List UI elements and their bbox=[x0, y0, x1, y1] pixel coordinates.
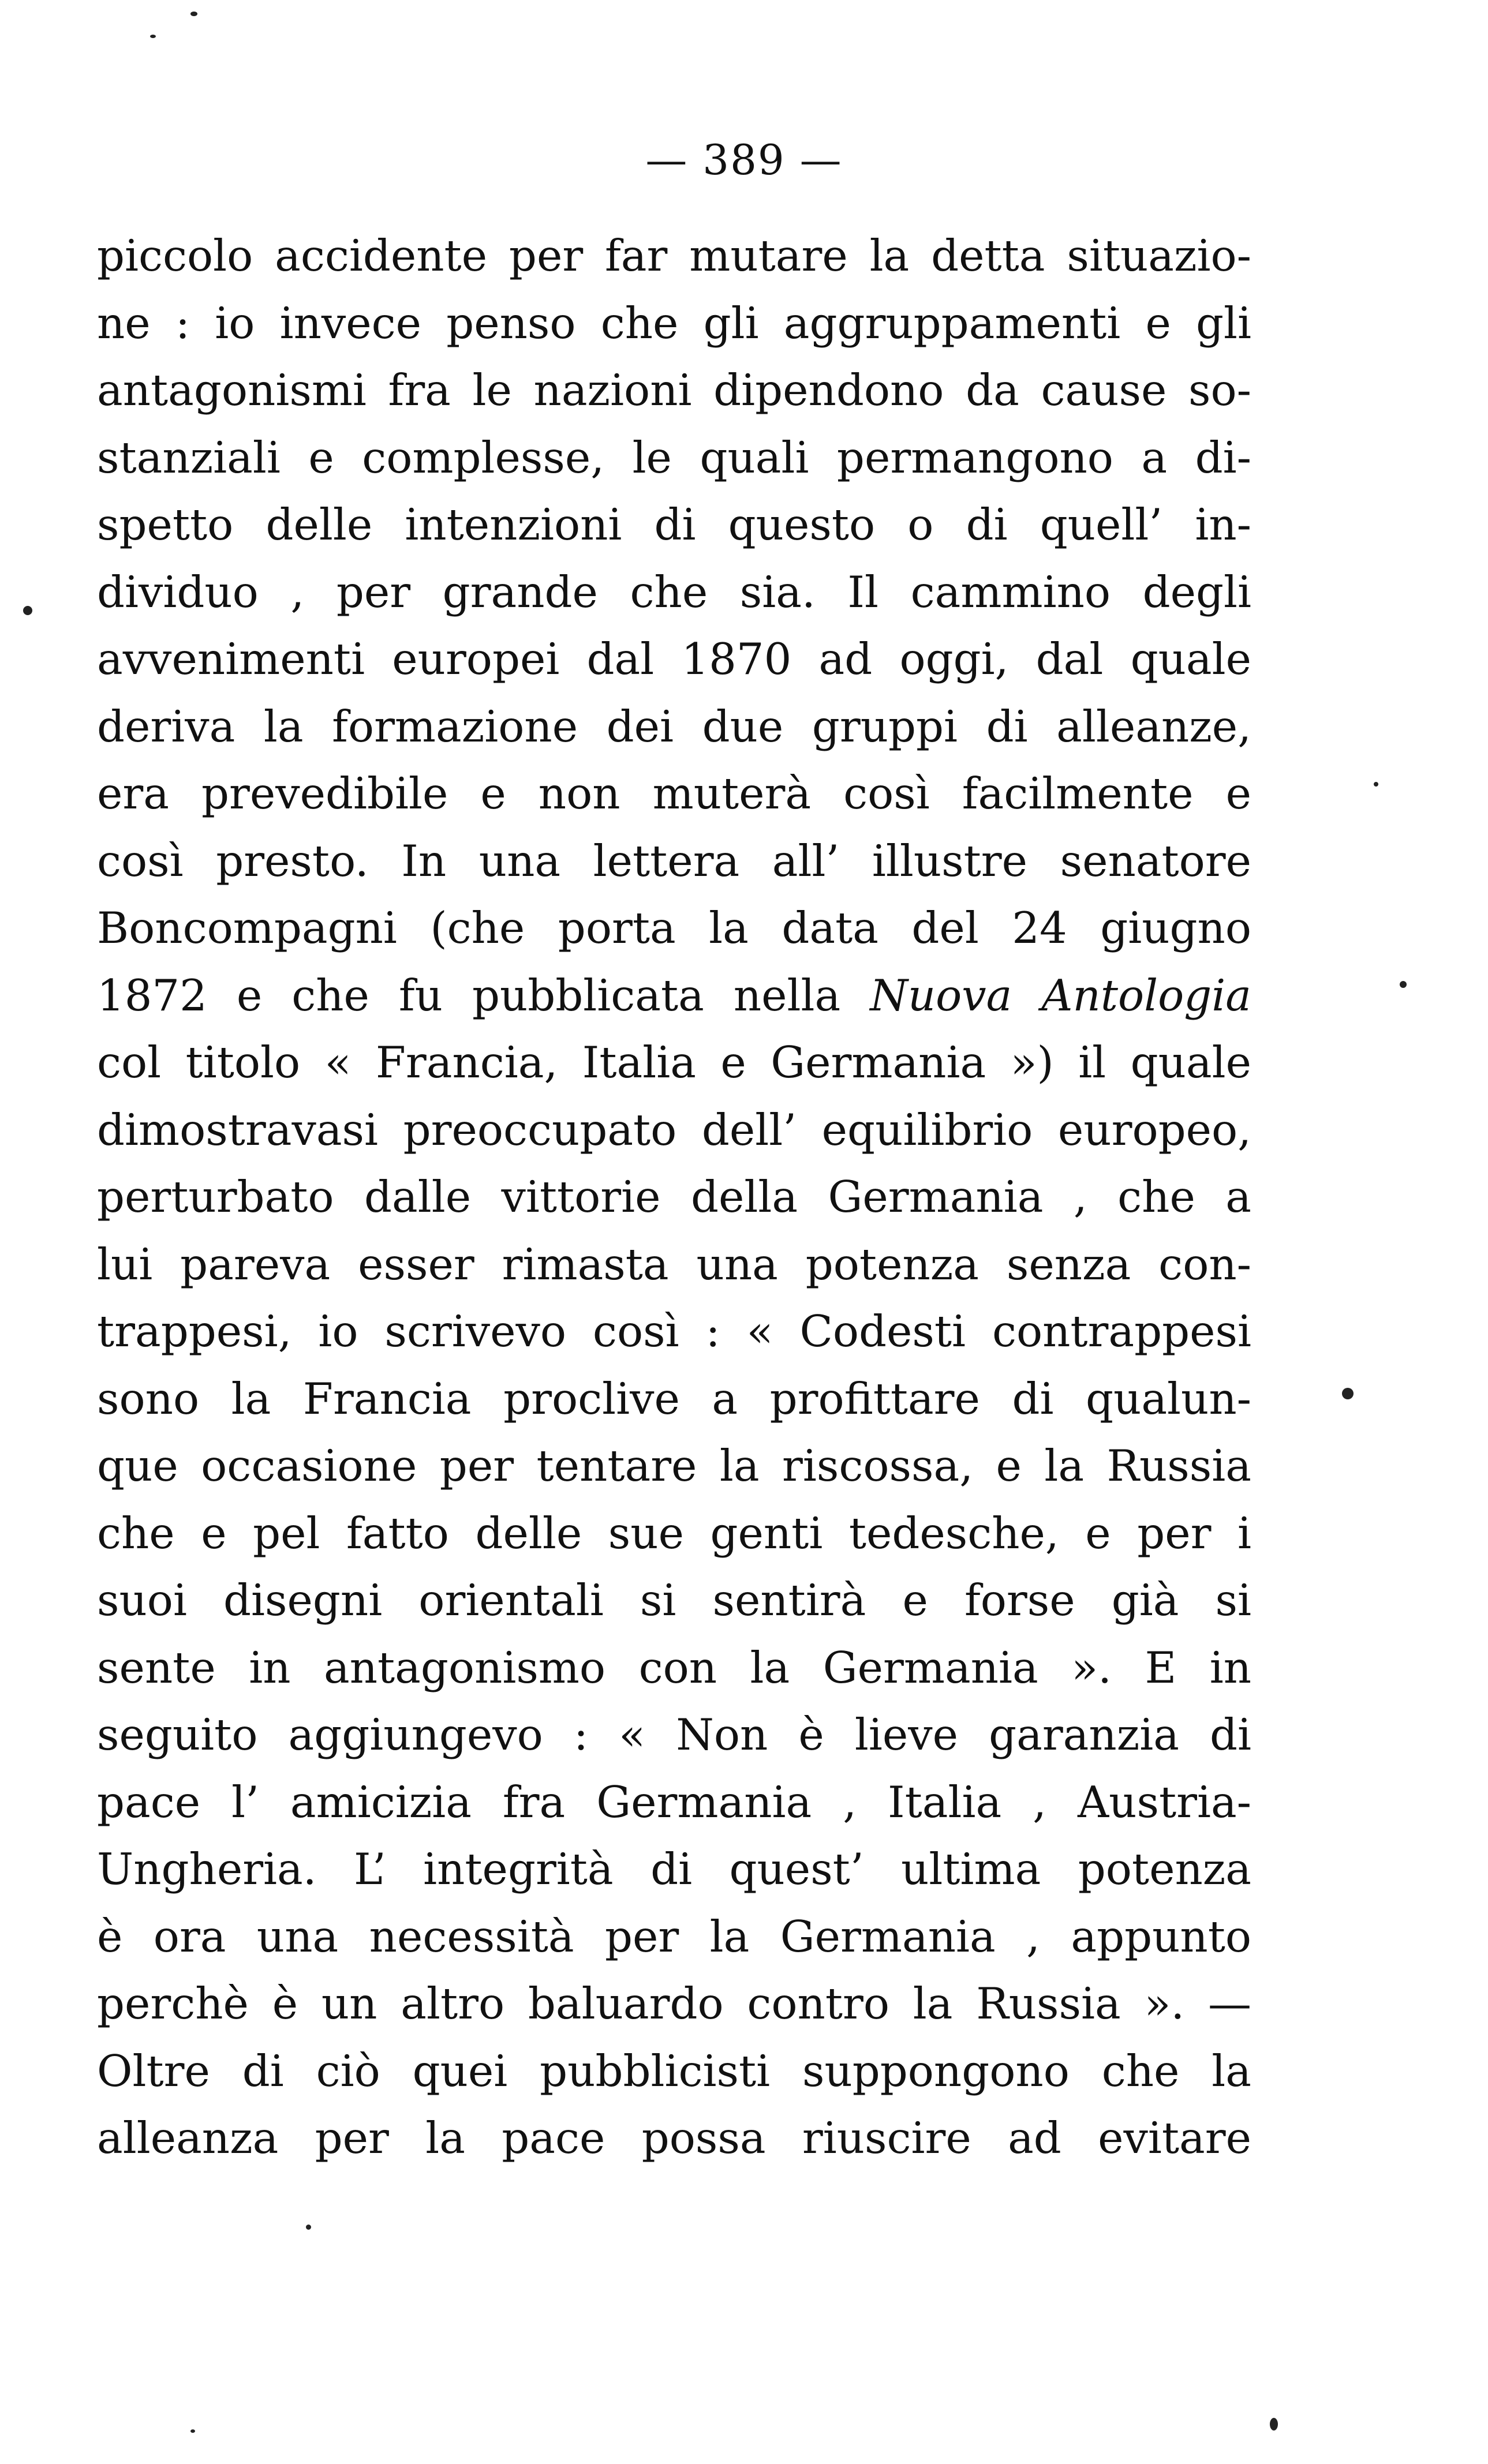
text-line: ne : io invece penso che gli aggruppamenti e gli bbox=[97, 297, 1251, 349]
text-line: trappesi, io scrivevo così : « Codesti contrappesi bbox=[97, 1306, 1251, 1357]
text-line: dividuo , per grande che sia. Il cammino degli bbox=[97, 566, 1251, 617]
text-line: avvenimenti europei dal 1870 ad oggi, dal quale bbox=[97, 634, 1251, 684]
journal-title: Nuova Antologia bbox=[870, 969, 1251, 1021]
scan-speck bbox=[1270, 2418, 1278, 2431]
text-line: suoi disegni orientali si sentirà e forse già si bbox=[97, 1575, 1251, 1626]
text-line: piccolo accidente per far mutare la detta situazio- bbox=[97, 230, 1251, 281]
text-line: seguito aggiungevo : « Non è lieve garanzia di bbox=[97, 1709, 1251, 1760]
text-line: Boncompagni (che porta la data del 24 giugno bbox=[97, 903, 1251, 953]
text-line: Ungheria. L’ integrità di quest’ ultima potenza bbox=[97, 1844, 1251, 1894]
text-line: stanziali e complesse, le quali permangono a di- bbox=[97, 432, 1251, 483]
text-line: antagonismi fra le nazioni dipendono da cause so- bbox=[97, 365, 1251, 415]
scan-speck bbox=[150, 35, 156, 38]
text-line: dimostravasi preoccupato dell’ equilibrio europeo, bbox=[97, 1104, 1251, 1155]
scan-speck bbox=[190, 2429, 195, 2433]
text-line: che e pel fatto delle sue genti tedesche, e per i bbox=[97, 1507, 1251, 1559]
scan-speck bbox=[1342, 1388, 1354, 1399]
body-text bbox=[97, 222, 1251, 2172]
text-line: spetto delle intenzioni di questo o di quell’ in- bbox=[97, 499, 1251, 550]
text-line: alleanza per la pace possa riuscire ad evitare bbox=[97, 2113, 1251, 2163]
scan-speck bbox=[306, 2225, 311, 2230]
text-line: col titolo « Francia, Italia e Germania ») il quale bbox=[97, 1037, 1251, 1088]
text-line: sono la Francia proclive a profittare di qualun- bbox=[97, 1373, 1251, 1424]
text-line: sente in antagonismo con la Germania ». E in bbox=[97, 1642, 1251, 1693]
text-line-with-italic bbox=[97, 962, 1251, 1029]
scan-speck bbox=[1400, 981, 1407, 988]
text-line: perchè è un altro baluardo contro la Russia ». — bbox=[97, 1978, 1251, 2029]
text-line: Oltre di ciò quei pubblicisti suppongono che la bbox=[97, 2045, 1251, 2096]
text-line: perturbato dalle vittorie della Germania , che a bbox=[97, 1171, 1251, 1222]
text-segment: 1872 e che fu pubblicata nella bbox=[97, 969, 870, 1021]
page-number: — 389 — bbox=[645, 136, 843, 184]
text-line: così presto. In una lettera all’ illustre senatore bbox=[97, 835, 1251, 886]
text-line: era prevedibile e non muterà così facilmente e bbox=[97, 768, 1251, 819]
text-line: lui pareva esser rimasta una potenza senza con- bbox=[97, 1238, 1251, 1290]
text-line: que occasione per tentare la riscossa, e la Russia bbox=[97, 1440, 1251, 1491]
text-line: è ora una necessità per la Germania , appunto bbox=[97, 1911, 1251, 1962]
scan-speck bbox=[190, 12, 197, 16]
text-line: deriva la formazione dei due gruppi di alleanze, bbox=[97, 701, 1251, 752]
text-line: pace l’ amicizia fra Germania , Italia , Austria- bbox=[97, 1776, 1251, 1828]
scan-speck bbox=[23, 606, 32, 615]
scan-speck bbox=[1374, 782, 1378, 787]
